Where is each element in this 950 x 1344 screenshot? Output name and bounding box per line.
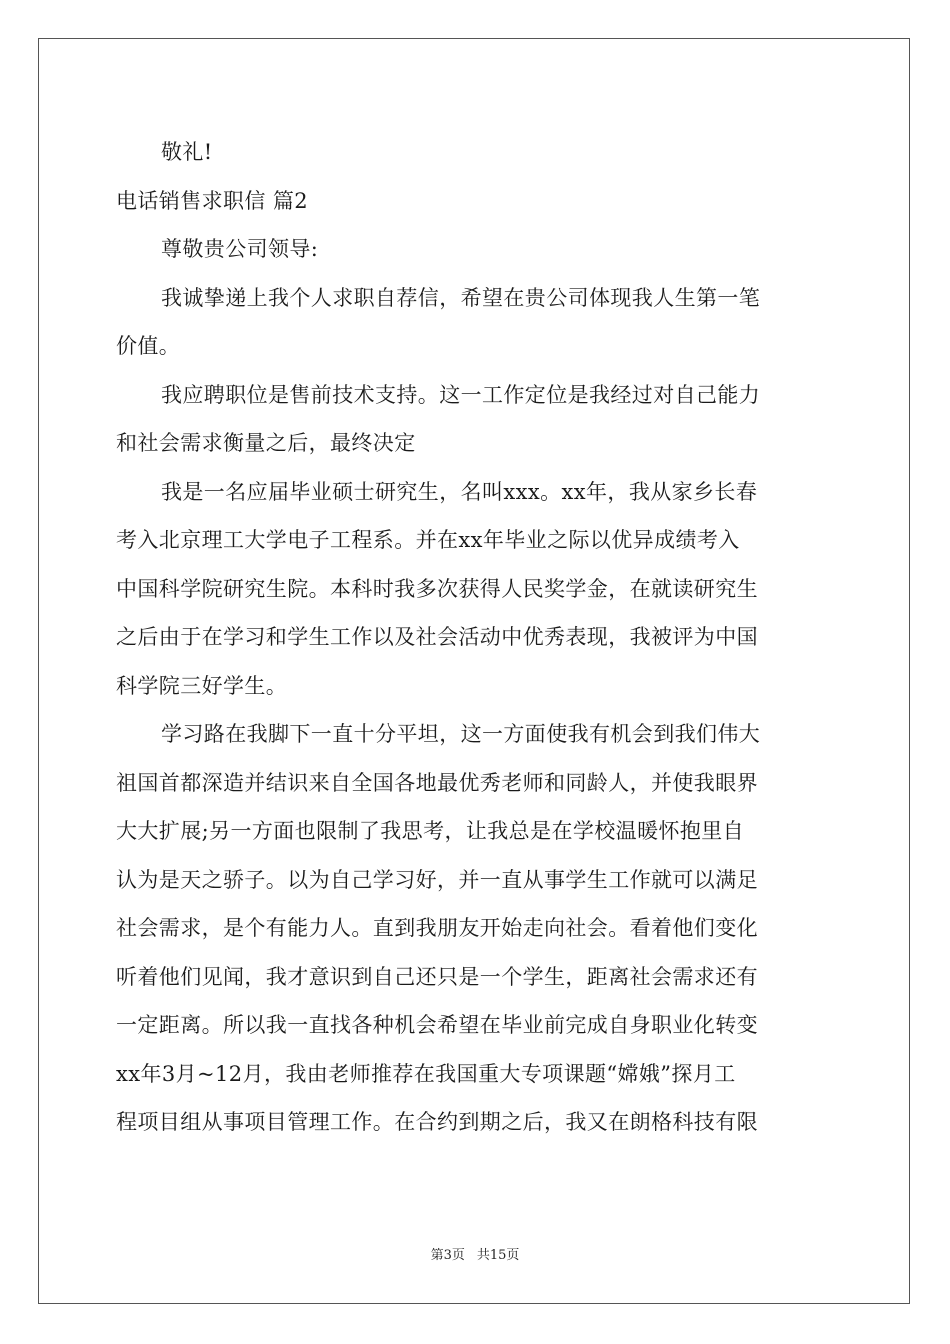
text-line: 科学院三好学生。 bbox=[116, 673, 288, 698]
text-line: 我是一名应届毕业硕士研究生，名叫xxx。xx年，我从家乡长春 bbox=[161, 479, 758, 504]
page-number: 第3页 bbox=[430, 1248, 465, 1263]
page-footer bbox=[0, 1244, 950, 1263]
text-line: 听着他们见闻，我才意识到自己还只是一个学生，距离社会需求还有 bbox=[116, 964, 758, 989]
text-line: 价值。 bbox=[116, 334, 181, 358]
text-line: 大大扩展;另一方面也限制了我思考，让我总是在学校温暖怀抱里自 bbox=[116, 819, 745, 843]
salutation: 尊敬贵公司领导: bbox=[161, 237, 319, 261]
document-body bbox=[116, 128, 834, 1147]
text-line: 我诚挚递上我个人求职自荐信，希望在贵公司体现我人生第一笔 bbox=[161, 285, 761, 310]
section-heading: 电话销售求职信 篇2 bbox=[116, 188, 309, 213]
text-line: 祖国首都深造并结识来自全国各地最优秀老师和同龄人，并使我眼界 bbox=[116, 770, 758, 795]
text-line: xx年3月~12月，我由老师推荐在我国重大专项课题“嫦娥”探月工 bbox=[116, 1061, 736, 1086]
text-line: 考入北京理工大学电子工程系。并在xx年毕业之际以优异成绩考入 bbox=[116, 528, 740, 552]
text-line: 敬礼! bbox=[161, 140, 213, 164]
text-line: 程项目组从事项目管理工作。在合约到期之后，我又在朗格科技有限 bbox=[116, 1110, 758, 1134]
text-line: 认为是天之骄子。以为自己学习好，并一直从事学生工作就可以满足 bbox=[116, 867, 758, 892]
text-line: 一定距离。所以我一直找各种机会希望在毕业前完成自身职业化转变 bbox=[116, 1013, 758, 1037]
text-line: 和社会需求衡量之后，最终决定 bbox=[116, 431, 416, 455]
text-line: 社会需求，是个有能力人。直到我朋友开始走向社会。看着他们变化 bbox=[116, 916, 758, 940]
text-line: 我应聘职位是售前技术支持。这一工作定位是我经过对自己能力 bbox=[161, 382, 761, 407]
text-line: 学习路在我脚下一直十分平坦，这一方面使我有机会到我们伟大 bbox=[161, 722, 761, 746]
text-line: 之后由于在学习和学生工作以及社会活动中优秀表现，我被评为中国 bbox=[116, 625, 758, 649]
page-total: 共15页 bbox=[476, 1248, 520, 1263]
text-line: 中国科学院研究生院。本科时我多次获得人民奖学金，在就读研究生 bbox=[116, 576, 758, 601]
